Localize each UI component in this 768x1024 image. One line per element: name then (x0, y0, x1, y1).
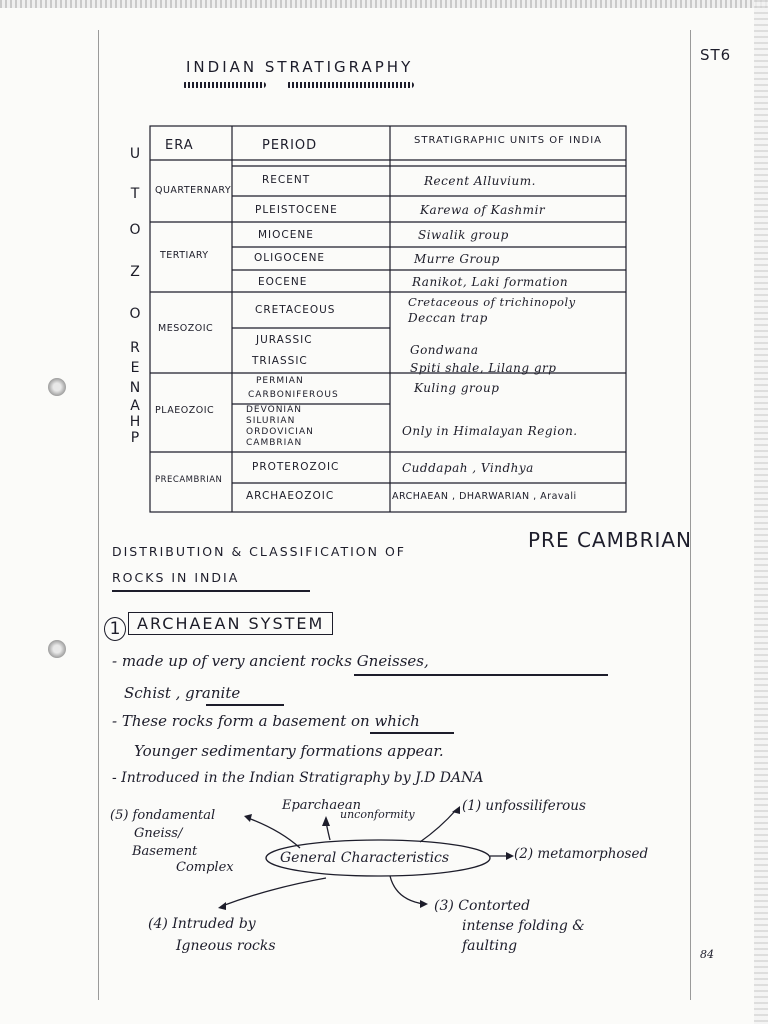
diagram-center: General Characteristics (280, 850, 450, 866)
period-pleistocene: PLEISTOCENE (255, 204, 338, 216)
period-jurassic: JURASSIC (256, 334, 313, 346)
header-units: STRATIGRAPHIC UNITS OF INDIA (413, 135, 603, 146)
unit-archaeozoic: ARCHAEAN , DHARWARIAN , Aravali (392, 491, 577, 502)
side-letter: O (129, 222, 141, 238)
period-ordovician: ORDOVICIAN (246, 427, 314, 437)
unit-spiti: Spiti shale, Lilang grp (410, 361, 557, 375)
char-fundamental: (5) fondamental (110, 808, 216, 823)
unit-gondwana: Gondwana (410, 343, 479, 357)
bullet-5: - Introduced in the Indian Stratigraphy by J.D DANA (112, 770, 484, 786)
side-letter: R (130, 340, 140, 356)
unconformity-label: unconformity (340, 808, 415, 821)
unit-pleistocene: Karewa of Kashmir (420, 203, 546, 217)
page-number: 84 (700, 948, 714, 961)
period-devonian: DEVONIAN (246, 405, 302, 415)
char-unfossiliferous: (1) unfossiliferous (462, 798, 586, 814)
era-mesozoic: MESOZOIC (158, 323, 214, 334)
char-contorted: (3) Contorted (434, 898, 531, 914)
side-letter: U (129, 146, 141, 162)
side-letter: H (129, 414, 141, 430)
period-permian: PERMIAN (256, 376, 304, 386)
char-folding: intense folding & (462, 918, 585, 934)
eparchaean-label: Eparchaean (282, 798, 361, 813)
section-heading-big: PRE CAMBRIAN (528, 528, 693, 552)
section-number: 1 (104, 617, 126, 641)
unit-kuling: Kuling group (414, 381, 500, 395)
header-period: PERIOD (262, 138, 318, 153)
period-miocene: MIOCENE (258, 229, 314, 241)
section-heading: DISTRIBUTION & CLASSIFICATION OF (112, 544, 406, 559)
unit-proterozoic: Cuddapah , Vindhya (402, 461, 534, 475)
unit-miocene: Siwalik group (418, 228, 509, 242)
section-heading-line2: ROCKS IN INDIA (112, 570, 240, 585)
unit-deccan: Deccan trap (408, 311, 488, 325)
unit-oligocene: Murre Group (414, 252, 500, 266)
period-proterozoic: PROTEROZOIC (252, 461, 340, 473)
era-quarternary: QUARTERNARY (155, 185, 232, 196)
subheading-archaean: ARCHAEAN SYSTEM (128, 612, 333, 635)
side-letter: T (130, 186, 140, 202)
char-metamorphosed: (2) metamorphosed (514, 846, 649, 862)
bullet-1: - made up of very ancient rocks Gneisses, (112, 652, 429, 670)
char-gneiss: Gneiss/ (134, 826, 183, 841)
era-tertiary: TERTIARY (160, 250, 209, 261)
period-silurian: SILURIAN (246, 416, 296, 426)
header-era: ERA (165, 138, 194, 153)
char-faulting: faulting (462, 938, 518, 954)
char-complex: Complex (176, 860, 234, 875)
side-letter: P (130, 430, 140, 446)
char-igneous: Igneous rocks (176, 938, 276, 954)
period-carboniferous: CARBONIFEROUS (248, 390, 339, 400)
period-recent: RECENT (262, 174, 311, 186)
period-eocene: EOCENE (258, 276, 308, 288)
period-triassic: TRIASSIC (252, 355, 308, 367)
period-cambrian: CAMBRIAN (246, 438, 303, 448)
char-basement: Basement (132, 844, 198, 859)
unit-eocene: Ranikot, Laki formation (412, 275, 569, 289)
side-letter: Z (130, 264, 140, 280)
period-cretaceous: CRETACEOUS (255, 304, 336, 316)
side-letter: N (129, 380, 141, 396)
period-archaeozoic: ARCHAEOZOIC (246, 490, 335, 502)
side-letter: A (130, 398, 140, 414)
era-palaeozoic: PLAEOZOIC (155, 405, 215, 416)
page-title: INDIAN STRATIGRAPHY (186, 58, 414, 76)
unit-himalayan: Only in Himalayan Region. (402, 424, 578, 438)
side-letter: O (129, 306, 141, 322)
corner-tag: ST6 (700, 46, 732, 64)
char-intruded: (4) Intruded by (148, 916, 256, 932)
unit-cretaceous: Cretaceous of trichinopoly (408, 295, 576, 309)
bullet-3: - These rocks form a basement on which (112, 712, 420, 730)
period-oligocene: OLIGOCENE (254, 252, 326, 264)
bullet-2: Schist , granite (124, 684, 241, 702)
side-letter: E (130, 360, 140, 376)
era-precambrian: PRECAMBRIAN (155, 475, 223, 485)
bullet-4: Younger sedimentary formations appear. (134, 742, 444, 760)
unit-recent: Recent Alluvium. (424, 174, 536, 188)
